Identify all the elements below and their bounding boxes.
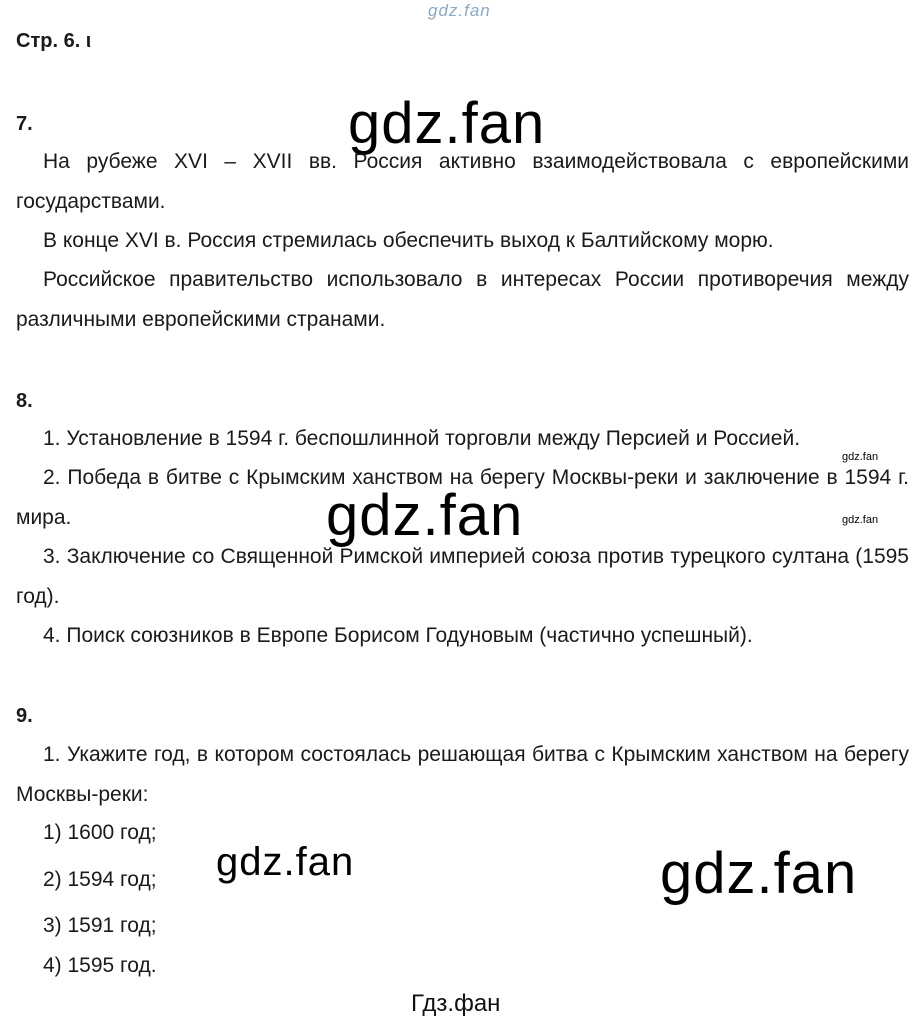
watermark-top: gdz.fan	[428, 1, 491, 20]
task7-paragraph-2: В конце XVI в. Россия стремилась обеспечить выход к Балтийскому морю.	[43, 229, 774, 252]
task9-option-4: 4) 1595 год.	[43, 954, 157, 977]
footer-watermark: Гдз.фан	[411, 990, 501, 1017]
task7-paragraph-3: Российское правительство использовало в интересах России противоречия между различными европейскими странами.	[16, 268, 909, 331]
watermark-small-2: gdz.fan	[842, 514, 879, 526]
watermark-large-1: gdz.fan	[348, 91, 546, 156]
page-header: Стр. 6. ι	[16, 30, 92, 52]
task-number-9: 9.	[16, 705, 33, 727]
task8-item-1: 1. Установление в 1594 г. беспошлинной торговли между Персией и Россией.	[43, 427, 801, 450]
watermark-large-4: gdz.fan	[660, 841, 858, 906]
task9-option-3: 3) 1591 год;	[43, 914, 157, 937]
watermark-small-1: gdz.fan	[842, 451, 879, 463]
task8-item-3: 3. Заключение со Священной Римской империей союза против турецкого султана (1595 год).	[16, 545, 909, 608]
task8-item-2: 2. Победа в битве с Крымским ханством на берегу Москвы-реки и заключение в 1594 г. мира.	[16, 466, 909, 529]
task-number-7: 7.	[16, 113, 33, 135]
task9-option-1: 1) 1600 год;	[43, 821, 157, 844]
task8-item-4: 4. Поиск союзников в Европе Борисом Годуновым (частично успешный).	[43, 624, 753, 647]
task9-option-2: 2) 1594 год;	[43, 868, 157, 891]
task-number-8: 8.	[16, 390, 33, 412]
task7-paragraph-1: На рубеже XVI – XVII вв. Россия активно взаимодействовала с европейскими государствами.	[16, 150, 909, 213]
watermark-large-2: gdz.fan	[326, 483, 524, 548]
task9-question: 1. Укажите год, в котором состоялась решающая битва с Крымским ханством на берегу Москвы-реки:	[16, 743, 909, 806]
watermark-large-3: gdz.fan	[216, 840, 355, 884]
